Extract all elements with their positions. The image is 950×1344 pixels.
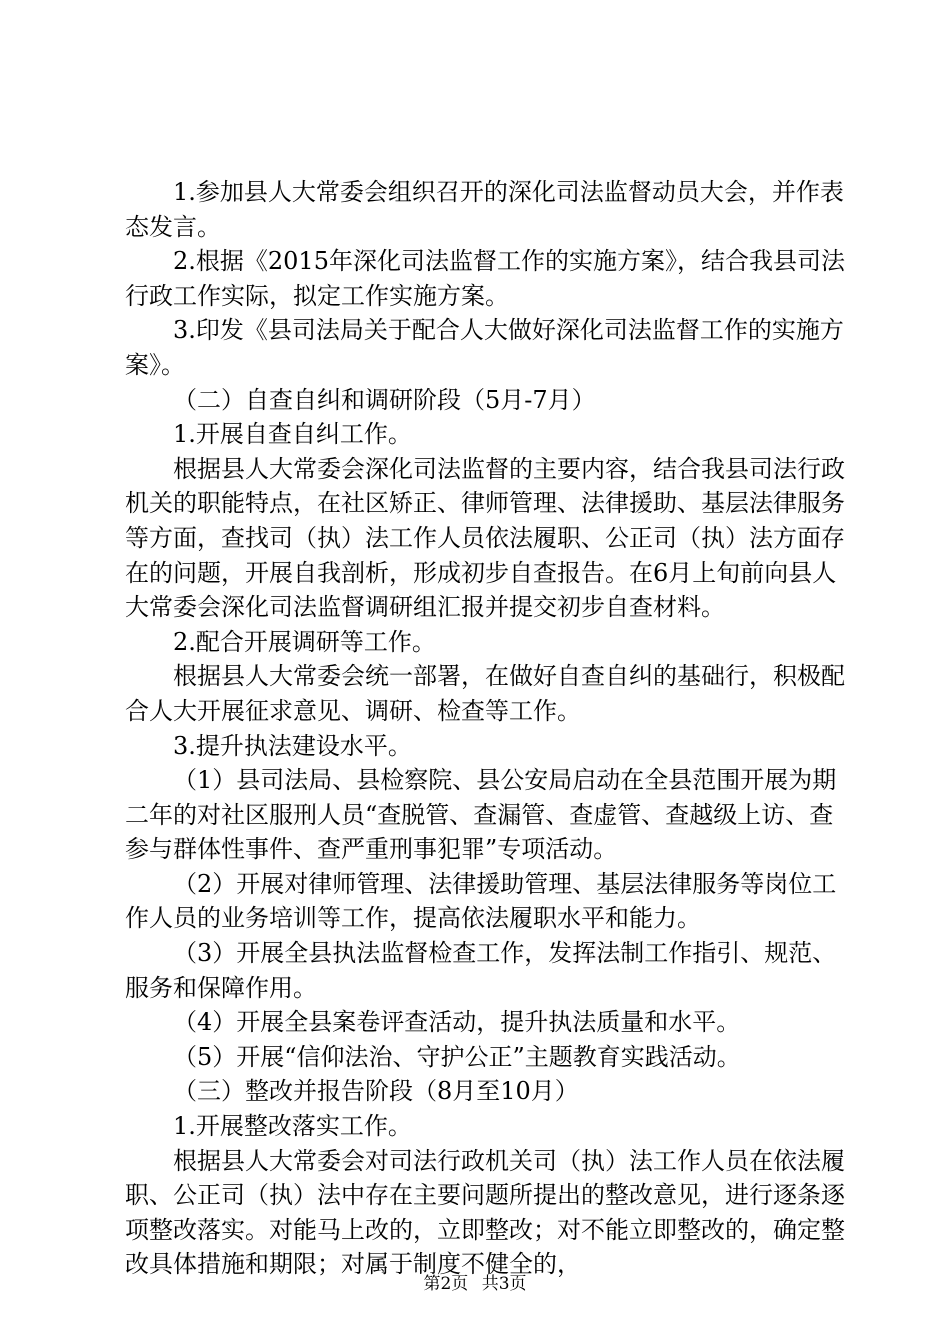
paragraph: （4）开展全县案卷评查活动，提升执法质量和水平。 xyxy=(173,1008,741,1037)
paragraph: 2.根据《2015年深化司法监督工作的实施方案》，结合我县司法行政工作实际，拟定工作实施方案。 xyxy=(125,247,845,310)
paragraph: 1.开展整改落实工作。 xyxy=(173,1112,412,1141)
page-total: 共3页 xyxy=(481,1274,527,1294)
paragraph: 2.配合开展调研等工作。 xyxy=(173,627,436,656)
section-heading: （二）自查自纠和调研阶段（5月-7月） xyxy=(173,385,596,414)
paragraph: 1.开展自查自纠工作。 xyxy=(173,420,412,449)
paragraph: 根据县人大常委会对司法行政机关司（执）法工作人员在依法履职、公正司（执）法中存在主要问题所提出的整改意见，进行逐条逐项整改落实。对能马上改的，立即整改；对不能立即整改的，确定整改具体措施和期限；对属于制度不健全的， xyxy=(125,1146,845,1279)
paragraph: 3.提升执法建设水平。 xyxy=(173,731,412,760)
paragraph: （3）开展全县执法监督检查工作，发挥法制工作指引、规范、服务和保障作用。 xyxy=(125,939,837,1002)
paragraph: （2）开展对律师管理、法律援助管理、基层法律服务等岗位工作人员的业务培训等工作，提高依法履职水平和能力。 xyxy=(125,869,837,933)
paragraph: 根据县人大常委会统一部署，在做好自查自纠的基础行，积极配合人大开展征求意见、调研、检查等工作。 xyxy=(125,662,845,725)
paragraph: （5）开展“信仰法治、守护公正”主题教育实践活动。 xyxy=(173,1042,741,1071)
paragraph: 1.参加县人大常委会组织召开的深化司法监督动员大会，并作表态发言。 xyxy=(125,178,844,241)
section-heading: （三）整改并报告阶段（8月至10月） xyxy=(173,1077,579,1106)
page-number: 第2页 xyxy=(423,1274,469,1294)
paragraph: 3.印发《县司法局关于配合人大做好深化司法监督工作的实施方案》。 xyxy=(125,316,844,379)
paragraph: （1）县司法局、县检察院、县公安局启动在全县范围开展为期二年的对社区服刑人员“查脱管、查漏管、查虚管、查越级上访、查参与群体性事件、查严重刑事犯罪”专项活动。 xyxy=(125,766,837,864)
paragraph: 根据县人大常委会深化司法监督的主要内容，结合我县司法行政机关的职能特点，在社区矫正、律师管理、法律援助、基层法律服务等方面，查找司（执）法工作人员依法履职、公正司（执）法方面存在的问题，开展自我剖析，形成初步自查报告。在6月上旬前向县人大常委会深化司法监督调研组汇报并提交初步自查材料。 xyxy=(125,454,845,622)
document-body xyxy=(125,175,845,1282)
page-footer xyxy=(0,1274,950,1294)
